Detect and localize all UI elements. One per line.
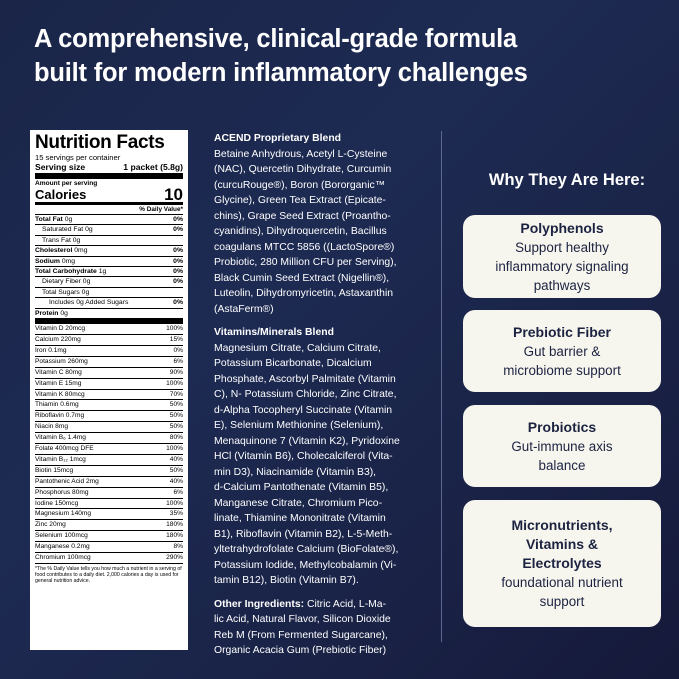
serving-size-label: Serving size	[35, 162, 86, 172]
micronutrient-name: Biotin 15mcg	[35, 466, 74, 474]
headline-line-1: A comprehensive, clinical-grade formula	[34, 25, 517, 53]
micronutrient-row	[35, 477, 183, 488]
calories-row	[35, 185, 183, 205]
micronutrient-row	[35, 324, 183, 335]
nutrient-amount: 0g	[81, 288, 90, 296]
micronutrient-daily-value: 35%	[169, 510, 183, 518]
micronutrient-row	[35, 400, 183, 411]
micronutrient-name: Vitamin B₁₂ 1mcg	[35, 455, 86, 463]
vitamins-minerals-blend	[214, 325, 436, 589]
micronutrient-name: Potassium 260mg	[35, 357, 88, 365]
micronutrient-row	[35, 542, 183, 553]
nutrient-name	[35, 288, 89, 297]
micronutrient-daily-value: 180%	[166, 532, 183, 540]
benefit-card-description: Gut-immune axis balance	[511, 438, 613, 473]
nutrient-daily-value: 0%	[173, 299, 183, 307]
micronutrient-name: Zinc 20mg	[35, 521, 66, 529]
benefit-card-probiotics	[463, 405, 661, 487]
nutrient-daily-value: 0%	[173, 278, 183, 286]
micronutrient-name: Selenium 100mcg	[35, 532, 88, 540]
nutrient-label: Total Carbohydrate	[35, 268, 97, 276]
micro-nutrients-list	[35, 324, 183, 564]
nutrient-label: Dietary Fiber	[42, 278, 81, 286]
nutrient-amount: 0g	[60, 309, 68, 317]
nutrient-name	[35, 246, 88, 255]
amount-per-serving: Amount per serving	[35, 180, 98, 187]
benefit-card-description: Support healthy inflammatory signaling pathways	[495, 239, 629, 293]
micronutrient-name: Niacin 8mg	[35, 423, 68, 431]
micronutrient-row	[35, 466, 183, 477]
micronutrient-row	[35, 433, 183, 444]
benefit-card-micronutrients	[463, 500, 661, 627]
micronutrient-daily-value: 100%	[166, 445, 183, 453]
nutrient-name	[35, 215, 72, 224]
nutrient-label: Protein	[35, 309, 59, 317]
micronutrient-name: Vitamin D 20mcg	[35, 325, 86, 333]
macro-nutrients-list	[35, 215, 183, 324]
vitamins-minerals-blend-title: Vitamins/Minerals Blend	[214, 327, 334, 338]
nutrient-amount: 0g	[82, 278, 91, 286]
micronutrient-name: Phosphorus 80mg	[35, 488, 89, 496]
micronutrient-daily-value: 180%	[166, 521, 183, 529]
other-ingredients-title: Other Ingredients:	[214, 598, 305, 610]
micronutrient-daily-value: 50%	[169, 412, 183, 420]
micronutrient-name: Vitamin B₆ 1.4mg	[35, 434, 86, 442]
nutrient-name	[35, 277, 90, 286]
micronutrient-row	[35, 422, 183, 433]
micronutrient-daily-value: 100%	[166, 325, 183, 333]
ingredients-column	[214, 131, 436, 667]
micronutrient-daily-value: 50%	[169, 466, 183, 474]
nutrient-label: Total Sugars	[42, 288, 80, 296]
nutrient-row	[35, 277, 183, 287]
vitamins-minerals-blend-text: Magnesium Citrate, Calcium Citrate, Potassium Bicarbonate, Dicalcium Phosphate, Ascorbyl Palmitate (Vitamin C), N- Potassium Chloride, Zinc Citrate, d-Alpha Tocopheryl Succinate (Vitamin E), Selenium Methionine (Selenium), Menaquinone 7 (Vitamin K2), Pyridoxine HCl (Vitamin B6), Cholecalciferol (Vita- min D3), Niacinamide (Vitamin B3), d-Calcium Pantothenate (Vitamin B5), Manganese Citrate, Chromium Pico- linate, Thiamine Mononitrate (Vitamin B1), Riboflavin (Vitamin B2), L-5-Meth- yltetrahydrofolate Calcium (BioFolate®), Potassium Iodide, Methylcobalamin (Vi- tamin B12), Biotin (Vitamin B7).	[214, 342, 400, 586]
micronutrient-row	[35, 499, 183, 510]
nutrient-row	[35, 267, 183, 277]
nutrient-name	[35, 257, 75, 266]
benefit-card-title: Micronutrients, Vitamins & Electrolytes	[511, 517, 613, 571]
micronutrient-row	[35, 379, 183, 390]
nutrient-name	[35, 236, 80, 245]
nutrient-row	[35, 215, 183, 225]
nutrient-daily-value: 0%	[173, 257, 183, 265]
nutrient-name	[35, 298, 128, 307]
micronutrient-daily-value: 290%	[166, 554, 183, 562]
headline	[34, 22, 674, 90]
headline-line-2: built for modern inflammatory challenges	[34, 59, 528, 87]
nutrition-facts-label	[30, 130, 188, 650]
micronutrient-name: Riboflavin 0.7mg	[35, 412, 85, 420]
micronutrient-row	[35, 444, 183, 455]
serving-size-row	[35, 162, 183, 179]
why-heading: Why They Are Here:	[488, 171, 646, 189]
micronutrient-daily-value: 50%	[169, 401, 183, 409]
nutrient-daily-value: 0%	[173, 268, 183, 276]
nutrient-amount: 1g	[98, 268, 107, 276]
benefit-card-title: Polyphenols	[520, 219, 604, 236]
nutrient-row	[35, 288, 183, 298]
micronutrient-daily-value: 6%	[173, 488, 183, 496]
micronutrient-row	[35, 553, 183, 564]
calories-value: 10	[164, 185, 183, 204]
benefit-card-description: Gut barrier & microbiome support	[503, 343, 621, 378]
micronutrient-daily-value: 90%	[169, 368, 183, 376]
micronutrient-row	[35, 335, 183, 346]
micronutrient-daily-value: 8%	[173, 543, 183, 551]
nutrient-row	[35, 236, 183, 246]
micronutrient-daily-value: 50%	[169, 423, 183, 431]
micronutrient-name: Thiamin 0.6mg	[35, 401, 79, 409]
micronutrient-daily-value: 80%	[169, 434, 183, 442]
micronutrient-row	[35, 411, 183, 422]
nutrient-label: Sodium	[35, 257, 60, 265]
nutrient-amount: 0g	[72, 236, 81, 244]
nutrient-name	[35, 225, 93, 234]
nutrient-name	[35, 267, 106, 276]
benefit-card-title: Probiotics	[527, 418, 597, 435]
micronutrient-name: Calcium 220mg	[35, 335, 81, 343]
nutrient-name	[35, 309, 68, 318]
micronutrient-name: Vitamin K 80mcg	[35, 390, 85, 398]
micronutrient-row	[35, 455, 183, 466]
benefit-card-prebiotic-fiber	[463, 310, 661, 392]
other-ingredients	[214, 597, 436, 659]
nutrient-label: Includes 0g Added Sugars	[49, 299, 129, 307]
micronutrient-row	[35, 531, 183, 542]
micronutrient-name: Manganese 0.2mg	[35, 543, 90, 551]
benefit-card-polyphenols	[463, 215, 661, 298]
micronutrient-row	[35, 509, 183, 520]
benefit-card-description: foundational nutrient support	[501, 575, 623, 609]
calories-label: Calories	[35, 187, 87, 202]
nutrient-label: Total Fat	[35, 216, 63, 223]
benefit-card-title: Prebiotic Fiber	[512, 323, 612, 340]
micronutrient-name: Folate 400mcg DFE	[35, 445, 94, 453]
micronutrient-row	[35, 488, 183, 499]
micronutrient-daily-value: 15%	[169, 335, 183, 343]
nutrient-daily-value: 0%	[173, 216, 183, 223]
micronutrient-name: Iodine 150mcg	[35, 499, 79, 507]
micronutrient-daily-value: 0%	[173, 346, 183, 354]
micronutrient-daily-value: 40%	[169, 477, 183, 485]
nutrient-label: Trans Fat	[42, 236, 71, 244]
micronutrient-daily-value: 40%	[169, 455, 183, 463]
micronutrient-daily-value: 70%	[169, 390, 183, 398]
other-ingredients-text: Citric Acid, L-Ma- lic Acid, Natural Flavor, Silicon Dioxide Reb M (From Fermented Sugarcane), Organic Acacia Gum (Prebiotic Fiber)	[214, 598, 391, 656]
nutrient-row	[35, 225, 183, 235]
servings-per-container: 15 servings per container	[35, 153, 121, 162]
nutrient-amount: 0g	[85, 226, 93, 234]
nutrient-daily-value: 0%	[173, 226, 183, 234]
nutrition-facts-title: Nutrition Facts	[35, 132, 165, 153]
nutrient-row	[35, 298, 183, 308]
proprietary-blend-title: ACEND Proprietary Blend	[214, 133, 342, 144]
micronutrient-row	[35, 346, 183, 357]
nutrient-row	[35, 309, 183, 324]
nutrient-label: Cholesterol	[35, 247, 73, 255]
column-divider	[441, 131, 442, 642]
micronutrient-name: Vitamin C 80mg	[35, 368, 82, 376]
serving-size-value: 1 packet (5.8g)	[123, 162, 183, 172]
micronutrient-name: Vitamin E 15mg	[35, 379, 82, 387]
nutrient-amount: 0mg	[61, 257, 76, 265]
micronutrient-name: Chromium 100mcg	[35, 554, 91, 562]
daily-value-header: % Daily Value*	[35, 205, 183, 215]
micronutrient-row	[35, 357, 183, 368]
nutrient-daily-value: 0%	[173, 247, 183, 255]
micronutrient-daily-value: 100%	[166, 379, 183, 387]
micronutrient-name: Iron 0.1mg	[35, 346, 67, 354]
micronutrient-row	[35, 368, 183, 379]
micronutrient-row	[35, 520, 183, 531]
nutrient-row	[35, 257, 183, 267]
proprietary-blend	[214, 131, 436, 317]
nutrient-amount: 0g	[64, 216, 73, 223]
proprietary-blend-text: Betaine Anhydrous, Acetyl L-Cysteine (NAC), Quercetin Dihydrate, Curcumin (curcuRouge®), Boron (Bororganic™ Glycine), Green Tea Extract (Epicate- chins), Grape Seed Extract (Proantho- cyanidins), Dihydroquercetin, Bacillus coagulans MTCC 5856 ((LactoSpore®) Probiotic, 280 Million CFU per Serving), Black Cumin Seed Extract (Nigellin®), Luteolin, Dihydromyricetin, Astaxanthin (AstaFerm®)	[214, 148, 397, 315]
nutrient-row	[35, 246, 183, 256]
nutrient-amount: 0mg	[74, 247, 88, 255]
micronutrient-name: Magnesium 140mg	[35, 510, 92, 518]
nutrient-label: Saturated Fat	[42, 226, 84, 234]
micronutrient-daily-value: 100%	[166, 499, 183, 507]
micronutrient-name: Pantothenic Acid 2mg	[35, 477, 99, 485]
micronutrient-daily-value: 6%	[173, 357, 183, 365]
micronutrient-row	[35, 390, 183, 401]
daily-value-footnote: *The % Daily Value tells you how much a nutrient in a serving of food contributes to a daily diet. 2,000 calories a day is used for general nutrition advice.	[35, 566, 182, 585]
